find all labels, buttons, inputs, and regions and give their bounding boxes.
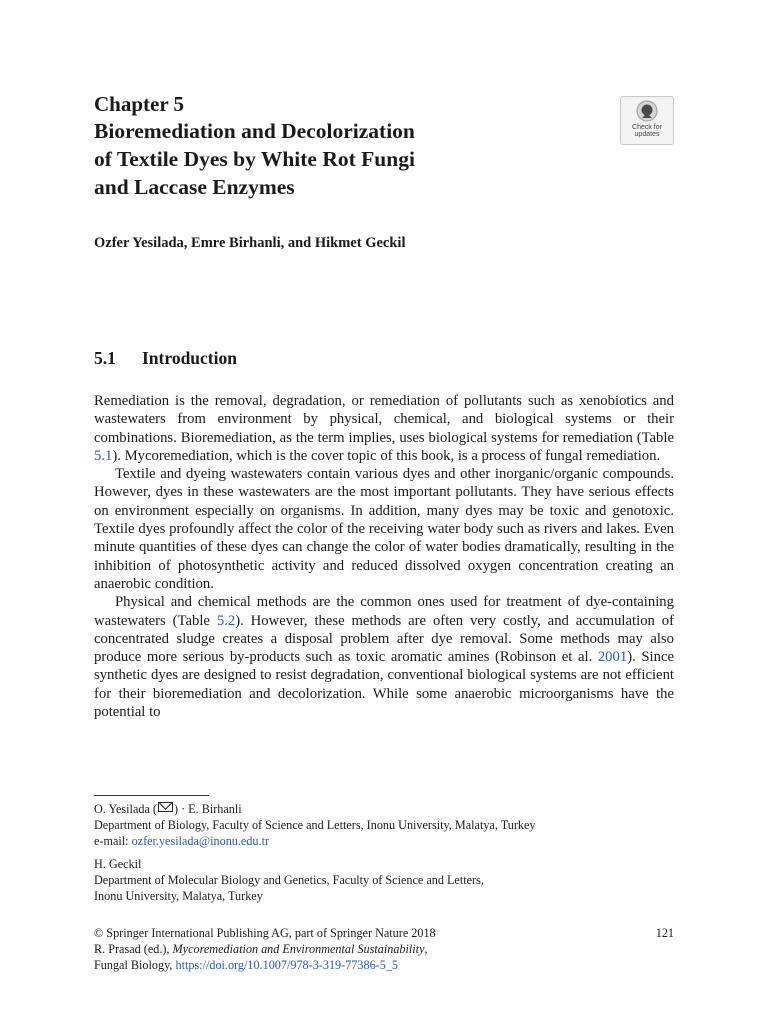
affiliation-2-line-2: Inonu University, Malatya, Turkey (94, 889, 263, 903)
email-label: e-mail: (94, 834, 132, 848)
chapter-label: Chapter 5 (94, 92, 185, 116)
footnote-rule (94, 795, 209, 796)
affiliation-2-line-1: Department of Molecular Biology and Genetics, Faculty of Science and Letters, (94, 873, 484, 887)
editor-comma: , (424, 942, 428, 956)
publication-info (94, 925, 674, 973)
citation-ref-2001[interactable]: 2001 (597, 649, 628, 666)
editor: R. Prasad (ed.), (94, 942, 173, 956)
chapter-title-line-1: Bioremediation and Decolorization (94, 119, 415, 143)
book-title: Mycoremediation and Environmental Sustainability (172, 942, 425, 956)
section-title: Introduction (142, 348, 237, 368)
p3-text-2: ). However, these methods are often very costly, and accumulation of concentrated sludge creates a disposal problem after dye removal. Some methods may also produce more serious by-products such as toxic aromatic amines (Robinson et al. (94, 612, 674, 666)
body-text (94, 392, 674, 721)
paragraph-1 (94, 392, 674, 465)
p3-text-3: ). Since synthetic dyes are designed to resist degradation, conventional biological systems are not efficient for their bioremediation and decolorization. While some anaerobic microorganisms have the potential to (94, 649, 674, 721)
table-ref-5-1[interactable]: 5.1 (94, 447, 113, 464)
series-line (94, 957, 674, 973)
check-for-updates-badge[interactable] (620, 96, 674, 145)
paragraph-3 (94, 593, 674, 721)
chapter-title-line-2: of Textile Dyes by White Rot Fungi (94, 147, 415, 171)
affiliation-1-dept: Department of Biology, Faculty of Science and Letters, Inonu University, Malatya, Turkey (94, 818, 536, 832)
affiliation-1-names (94, 801, 674, 817)
paragraph-2: Textile and dyeing wastewaters contain various dyes and other inorganic/organic compounds. However, dyes in these wastewaters are the most important pollutants. They have serious effects on environment especially on organisms. In addition, many dyes may be toxic and genotoxic. Textile dyes profoundly affect the color of the receiving water body such as rivers and lakes. Even minute quantities of these dyes can change the color of water bodies dramatically, resulting in the inhibition of photosynthetic activity and reduced dissolved oxygen concentration creating an anaerobic condition. (94, 466, 674, 592)
section-number: 5.1 (94, 348, 116, 368)
affiliation-2-name: H. Geckil (94, 857, 142, 871)
editor-line (94, 941, 674, 957)
series: Fungal Biology, (94, 958, 176, 972)
copyright: © Springer International Publishing AG, part of Springer Nature 2018 (94, 926, 436, 940)
p1-text-2: ). Mycoremediation, which is the cover topic of this book, is a process of fungal remediation. (112, 447, 661, 464)
author-names-b: ) · E. Birhanli (173, 802, 242, 816)
chapter-title-line-3: and Laccase Enzymes (94, 175, 295, 199)
table-ref-5-2[interactable]: 5.2 (216, 612, 236, 629)
authors: Ozfer Yesilada, Emre Birhanli, and Hikmet Geckil (94, 235, 406, 251)
badge-line-2: updates (634, 131, 660, 138)
affiliation-1 (94, 801, 674, 849)
chapter-title (94, 117, 574, 201)
copyright-line (94, 925, 674, 941)
check-updates-icon (635, 100, 659, 124)
doi-link[interactable]: https://doi.org/10.1007/978-3-319-77386-5_5 (175, 958, 399, 972)
envelope-icon (158, 802, 173, 812)
email-line (94, 833, 674, 849)
p1-text-1: Remediation is the removal, degradation, or remediation of pollutants such as xenobiotics and wastewaters from environment by physical, chemical, and biological systems or their combinations. Bioremediation, as the term implies, uses biological systems for remediation (Table (94, 393, 674, 446)
section-heading (94, 348, 237, 369)
email-link[interactable]: ozfer.yesilada@inonu.edu.tr (131, 834, 270, 848)
badge-line-1: Check for (632, 124, 662, 131)
affiliation-2 (94, 856, 674, 904)
p3-text-1: Physical and chemical methods are the common ones used for treatment of dye-containing wastewaters (Table (94, 594, 674, 629)
author-names-a: O. Yesilada ( (94, 802, 157, 816)
page-number: 121 (655, 926, 674, 940)
